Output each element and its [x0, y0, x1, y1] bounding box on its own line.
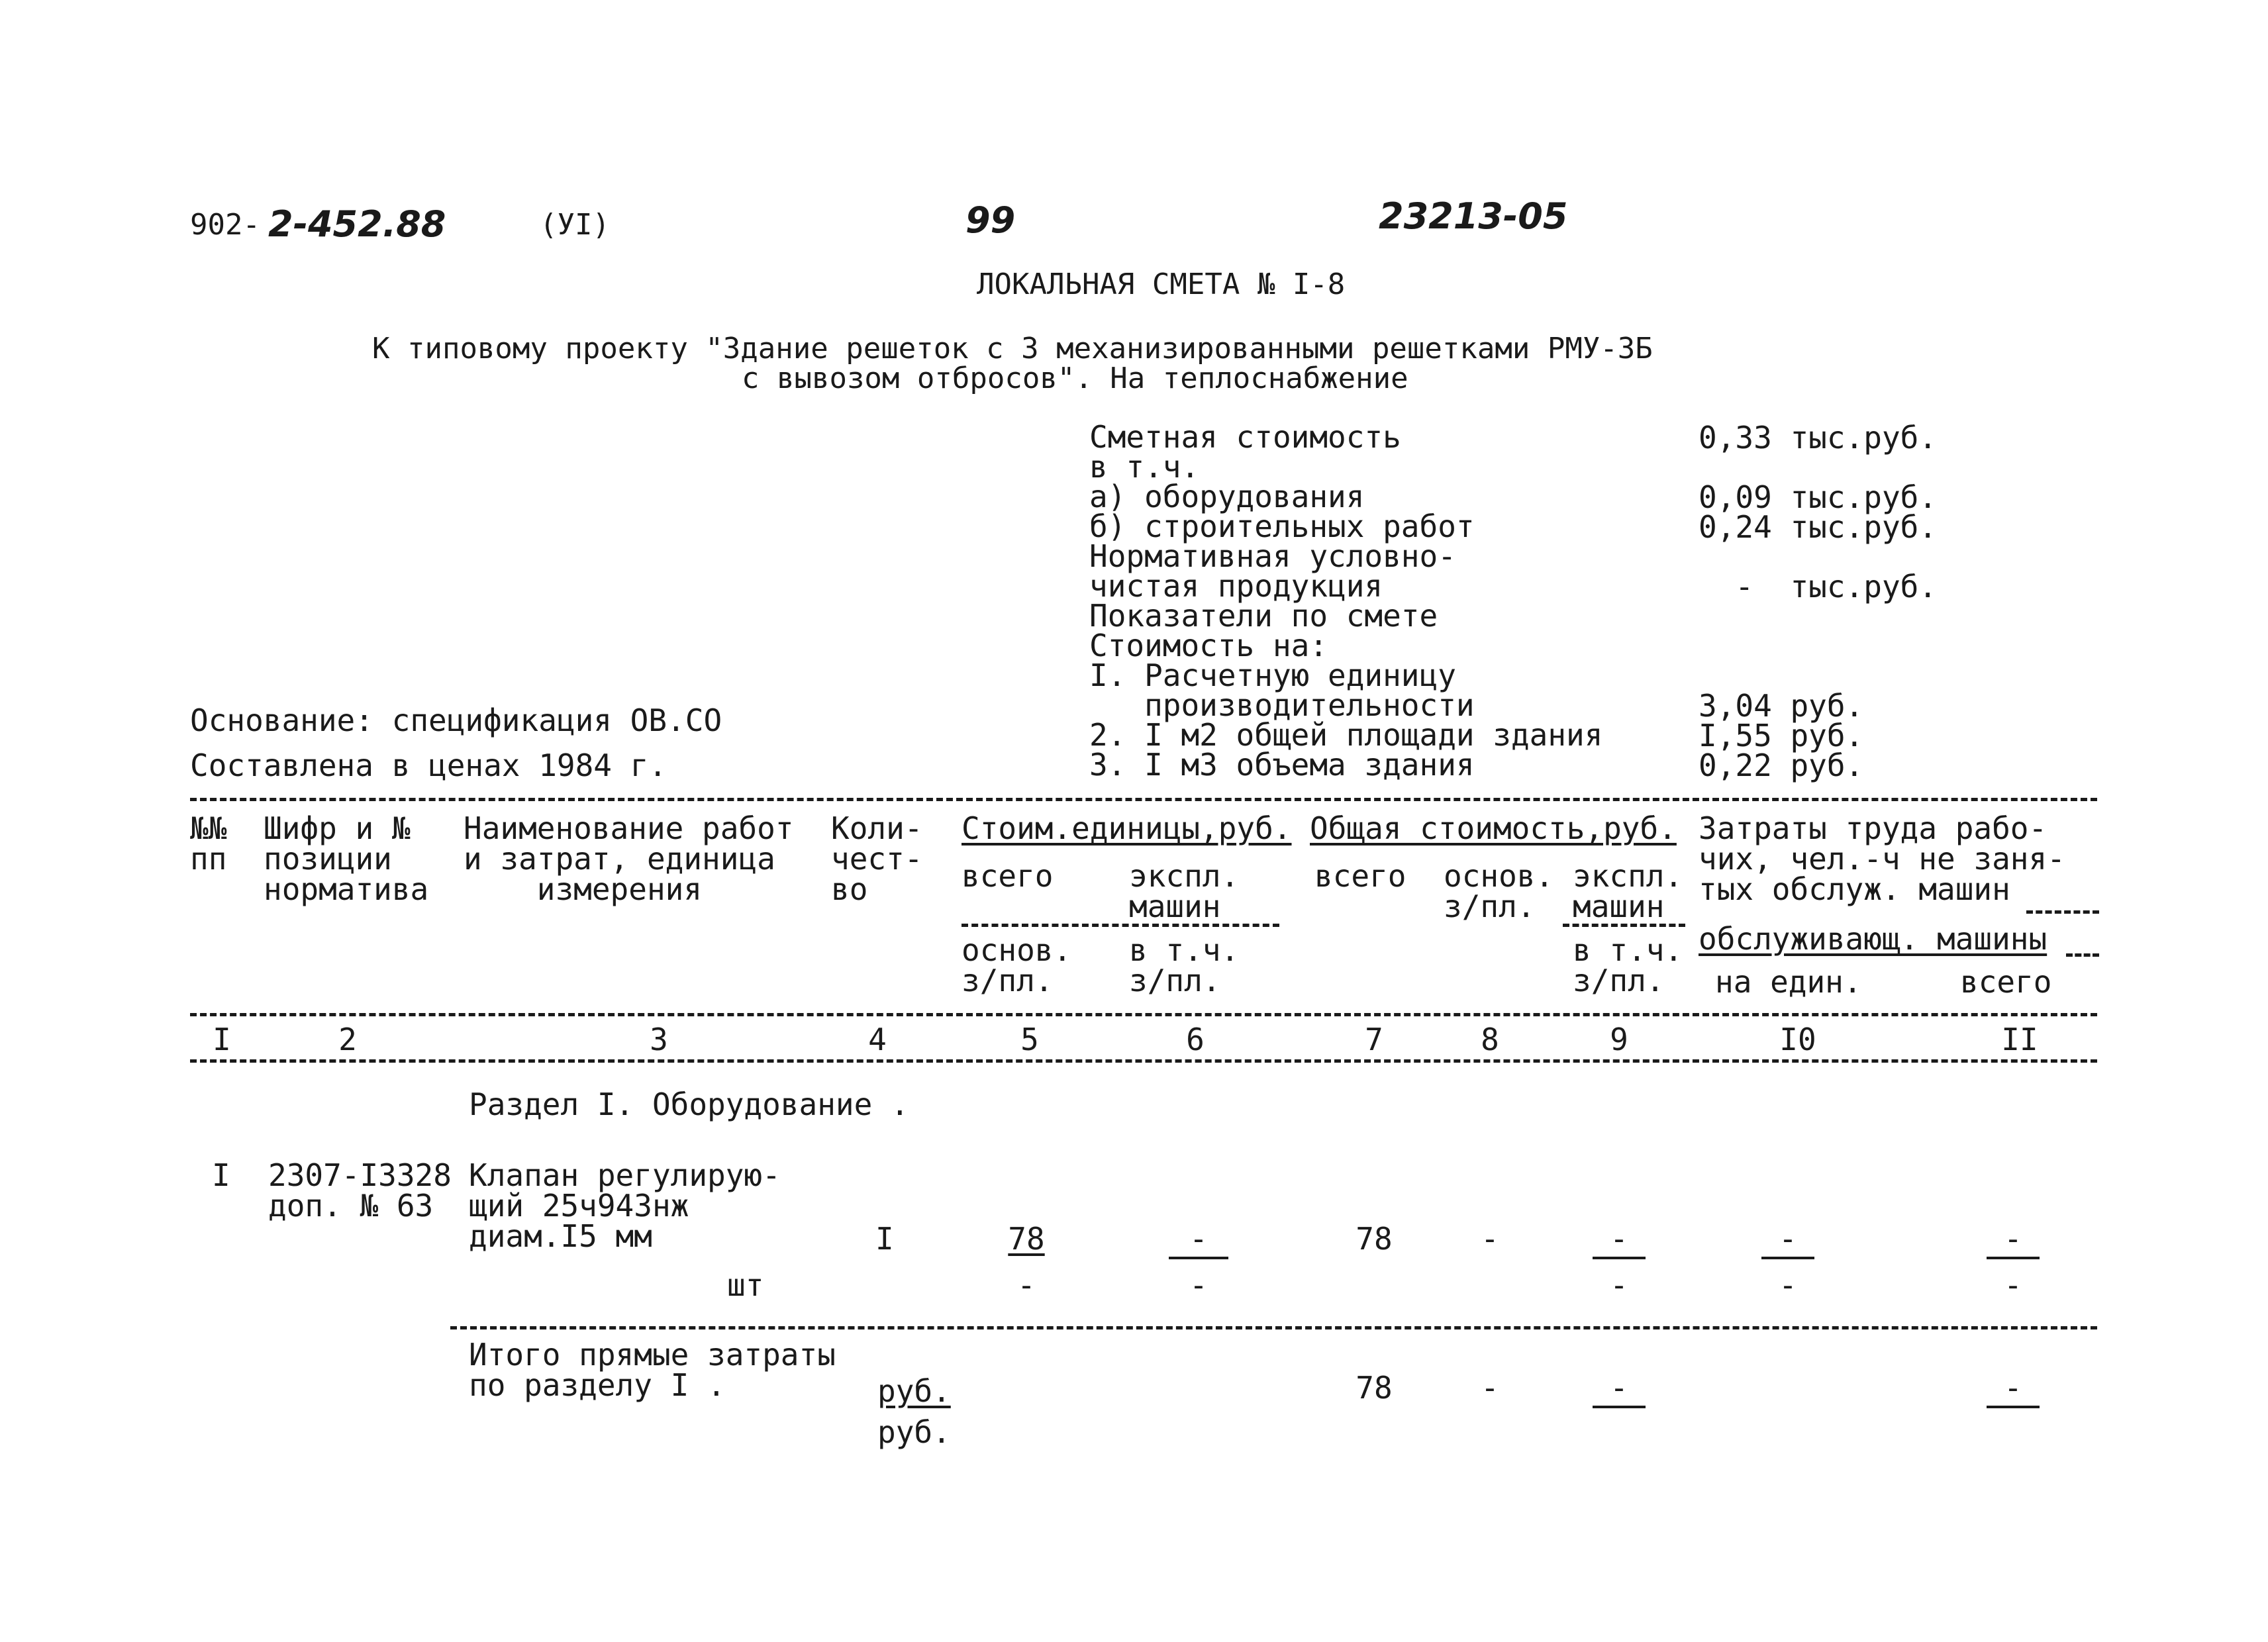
col-number: 5: [1020, 1022, 1039, 1057]
page-title: ЛОКАЛЬНАЯ СМЕТА № I-8: [977, 267, 1346, 301]
col-header-9-bottom: в т.ч. з/пл.: [1573, 932, 1683, 998]
row-c11-bottom: -: [2004, 1267, 2022, 1303]
row-code: 2307-I3328 доп. № 63: [268, 1157, 452, 1224]
page-number: 99: [965, 199, 1016, 241]
col-group-labor: Затраты труда рабо- чих, чел.-ч не заня- тых обслуж. машин: [1699, 810, 2065, 907]
row-c8: -: [1481, 1221, 1499, 1257]
table-top-rule: [190, 798, 2097, 801]
summary-value: - тыс.руб.: [1699, 569, 1938, 604]
col-header-6-bottom: в т.ч. з/пл.: [1129, 932, 1240, 998]
row-unit: шт: [727, 1267, 764, 1303]
col-header-10: на един.: [1715, 964, 1862, 1000]
row-c10-bottom: -: [1779, 1267, 1797, 1303]
row-c11-bar: [1987, 1257, 2040, 1259]
row-c9-top: -: [1610, 1221, 1628, 1257]
subtitle-line-2: с вывозом отбросов". На теплоснабжение: [742, 362, 1408, 395]
col-number: II: [2001, 1022, 2038, 1057]
col-header-labor-sub: обслуживающ. машины: [1699, 921, 2047, 957]
col-number: 4: [868, 1022, 887, 1057]
summary-value: 3,04 руб.: [1699, 688, 1864, 724]
col-header-7: всего: [1314, 858, 1406, 894]
row-c5-bottom: -: [1017, 1267, 1036, 1303]
col-number: 9: [1610, 1022, 1628, 1057]
col-number: I0: [1779, 1022, 1816, 1057]
total-c9: -: [1610, 1370, 1628, 1406]
col-number: 3: [650, 1022, 668, 1057]
doc-code-handwritten: 2-452.88: [268, 203, 446, 245]
row-c6-bottom: -: [1189, 1267, 1208, 1303]
basis-text: Основание: спецификация ОВ.СО: [190, 702, 722, 738]
labor-sub-tail-rule: [2066, 953, 2099, 957]
col-header-name: Наименование работ и затрат, единица измерения: [464, 810, 794, 907]
summary-value: I,55 руб.: [1699, 718, 1864, 753]
col-header-5-top: всего: [961, 858, 1054, 894]
col-number: 6: [1186, 1022, 1205, 1057]
row-c5-top: 78: [1008, 1221, 1045, 1257]
col-header-8: основ. з/пл.: [1444, 858, 1554, 924]
total-c8: -: [1481, 1370, 1499, 1406]
col-header-qty: Коли- чест- во: [831, 810, 923, 907]
row-c10-bar: [1761, 1257, 1814, 1259]
row-c9-bottom: -: [1610, 1267, 1628, 1303]
row-c6-top: -: [1189, 1221, 1208, 1257]
row-c11-top: -: [2004, 1221, 2022, 1257]
total-cost-sub-rule: [1563, 924, 1685, 927]
total-c9-bar: [1593, 1406, 1646, 1408]
col-header-5-bottom: основ. з/пл.: [961, 932, 1072, 998]
col-number: 7: [1365, 1022, 1383, 1057]
subtitle-line-1: К типовому проекту "Здание решеток с 3 механизированными решетками РМУ-3Б: [372, 332, 1653, 365]
row-name: Клапан регулирую- щий 25ч943нж диам.I5 мм: [469, 1157, 781, 1254]
row-c10-top: -: [1779, 1221, 1797, 1257]
total-rule: [450, 1326, 2097, 1329]
summary-value: 0,22 руб.: [1699, 748, 1864, 783]
col-header-code: Шифр и № позиции норматива: [264, 810, 429, 907]
row-c6-bar: [1169, 1257, 1228, 1259]
col-group-unit-cost: Стоим.единицы,руб.: [961, 810, 1292, 846]
total-c11-bar: [1987, 1406, 2040, 1408]
col-number: 8: [1481, 1022, 1499, 1057]
total-label: Итого прямые затраты по разделу I .: [469, 1337, 836, 1403]
col-number-rule: [190, 1059, 2097, 1063]
col-number: I: [213, 1022, 231, 1057]
album-code: 23213-05: [1379, 195, 1568, 237]
total-unit-bottom: руб.: [877, 1414, 951, 1450]
labor-sub-rule: [2026, 910, 2099, 914]
total-c11: -: [2004, 1370, 2022, 1406]
summary-labels: Сметная стоимость в т.ч. а) оборудования б) строительных работ Нормативная условно- чистая продукция Показатели по смете Стоимость на: I. Расчетную единицу производительности 2. I м2 общей площади здания 3. I м3 объема здания: [1089, 419, 1603, 783]
row-c7: 78: [1356, 1221, 1393, 1257]
summary-value: 0,24 тыс.руб.: [1699, 509, 1938, 545]
header-bottom-rule: [190, 1013, 2097, 1016]
total-unit-top: руб.: [877, 1373, 951, 1409]
col-group-total-cost: Общая стоимость,руб.: [1310, 810, 1677, 846]
total-c7: 78: [1356, 1370, 1393, 1406]
col-header-num: №№ пп: [190, 810, 227, 877]
summary-value: 0,09 тыс.руб.: [1699, 479, 1938, 515]
unit-cost-sub-rule: [961, 924, 1279, 927]
col-number: 2: [338, 1022, 357, 1057]
col-header-9-top: экспл. машин: [1573, 858, 1683, 924]
volume-label: (УI): [540, 208, 610, 242]
prices-text: Составлена в ценах 1984 г.: [190, 748, 667, 783]
row-qty: I: [875, 1221, 894, 1257]
col-header-11: всего: [1960, 964, 2052, 1000]
row-num: I: [212, 1157, 230, 1193]
doc-code-prefix: 902-: [190, 208, 260, 242]
summary-value: 0,33 тыс.руб.: [1699, 420, 1938, 456]
col-header-6-top: экспл. машин: [1129, 858, 1240, 924]
row-c9-bar: [1593, 1257, 1646, 1259]
section-title: Раздел I. Оборудование .: [469, 1087, 909, 1122]
